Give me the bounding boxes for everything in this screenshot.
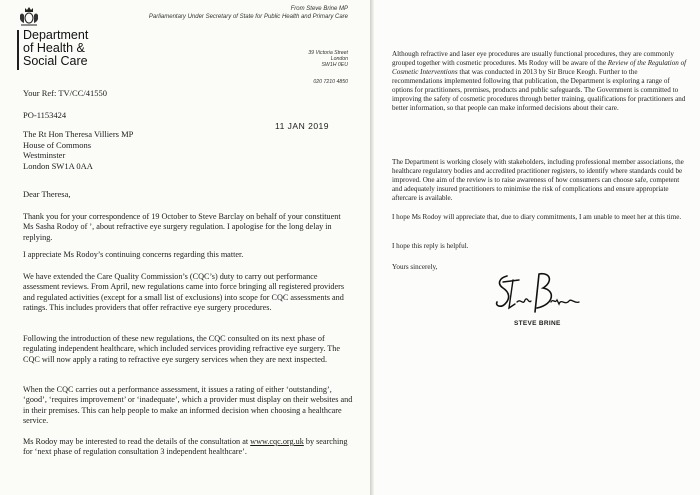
department-name-line-3: Social Care <box>23 54 88 68</box>
recipient-line: House of Commons <box>23 139 91 150</box>
recipient-line: Westminster <box>23 150 66 161</box>
sender-telephone: 020 7210 4850 <box>313 79 348 85</box>
letter-page-right <box>374 0 700 495</box>
salutation: Dear Theresa, <box>23 189 71 199</box>
body-paragraph: Following the introduction of these new regulations, the CQC consulted on its next phase of regulating independent healthcare, which included services providing refractive eye surgery. The CQC will now apply a rating to refractive eye surgery services when they are next inspected. <box>23 334 340 364</box>
address-line: London <box>330 56 348 63</box>
logo-divider <box>17 30 19 70</box>
royal-coat-of-arms-icon <box>17 6 41 28</box>
date-stamp: 11 JAN 2019 <box>275 121 330 131</box>
body-paragraph: I hope this reply is helpful. <box>392 242 469 250</box>
po-reference: PO-1153424 <box>23 110 67 120</box>
department-name-line-2: of Health & <box>23 41 85 55</box>
recipient-address <box>23 129 133 171</box>
department-name <box>23 29 88 68</box>
body-paragraph-cqc <box>23 437 353 458</box>
sender-block <box>149 6 348 21</box>
address-line: 39 Victoria Street <box>308 50 348 56</box>
cqc-text: Ms Rodoy may be interested to read the details of the consultation at <box>23 437 251 446</box>
body-paragraph: The Department is working closely with stakeholders, including professional member associations, the healthcare regulatory bodies and accredited practitioner registers, to identify where standards could be improved. One aim of the review is to raise awareness of how consumers can choose safe, competent and adequately insured practitioners to minimise the risk of complications and ensure appropriate aftercare is available. <box>392 158 684 202</box>
body-text: Although refractive and laser eye procedures are usually functional procedures, they are commonly grouped together with cosmetic procedures. Ms Rodoy will be aware of the <box>392 50 674 67</box>
review-title: Review of the Regulation of Cosmetic Interventions <box>392 59 687 76</box>
sender-address <box>308 50 348 69</box>
body-paragraph: When the CQC carries out a performance assessment, it issues a rating of either ‘outstanding’, ‘good’, ‘requires improvement’ or ‘inadequate’, which a provider must display on their websites and in their premises. This can help people to make an informed decision when choosing a healthcare service. <box>23 385 353 426</box>
department-name-line-1: Department <box>23 28 89 42</box>
body-paragraph: Thank you for your correspondence of 19 October to Steve Barclay on behalf of your constituent Ms Sasha Rodoy of ’, about refractive eye surgery regulation. I apologise for the long delay in replying. <box>23 212 341 242</box>
body-paragraph: I appreciate Ms Rodoy’s continuing concerns regarding this matter. <box>23 250 244 259</box>
closing: Yours sincerely, <box>392 263 438 271</box>
cqc-text: by searching for ‘next phase of regulation consultation 3 independent healthcare’. <box>23 437 348 457</box>
body-paragraph: I hope Ms Rodoy will appreciate that, due to diary commitments, I am unable to meet her at this time. <box>392 213 682 221</box>
signer-name: STEVE BRINE <box>514 320 561 327</box>
cqc-website-link[interactable]: www.cqc.org.uk <box>250 437 304 446</box>
body-paragraph: We have extended the Care Quality Commission’s (CQC’s) duty to carry out performance assessment reviews. From April, new regulations came into force bringing all registered providers and regulated activities (except for a small list of exclusions) into scope for CQC assessments and ratings. This includes providers that offer refractive eye surgery procedures. <box>23 272 345 313</box>
body-paragraph <box>392 50 688 113</box>
sender-title: Parliamentary Under Secretary of State for Public Health and Primary Care <box>148 13 348 20</box>
address-line: SW1H 0EU <box>321 62 348 69</box>
recipient-line: London SW1A 0AA <box>23 160 93 171</box>
your-reference: Your Ref: TV/CC/41550 <box>23 88 107 98</box>
recipient-line: The Rt Hon Theresa Villiers MP <box>23 129 134 139</box>
body-text: that was conducted in 2013 by Sir Bruce Keogh. Further to the recommendations implemented following that publication, the Department is exploring a range of options for practitioners, premises, products and public safeguards. The Government is committed to improving the safety of cosmetic procedures through better training, qualifications for practitioners and better information, so that people can make informed decisions about their care. <box>392 68 686 112</box>
sender-name: From Steve Brine MP <box>290 6 348 12</box>
handwritten-signature <box>489 268 584 323</box>
